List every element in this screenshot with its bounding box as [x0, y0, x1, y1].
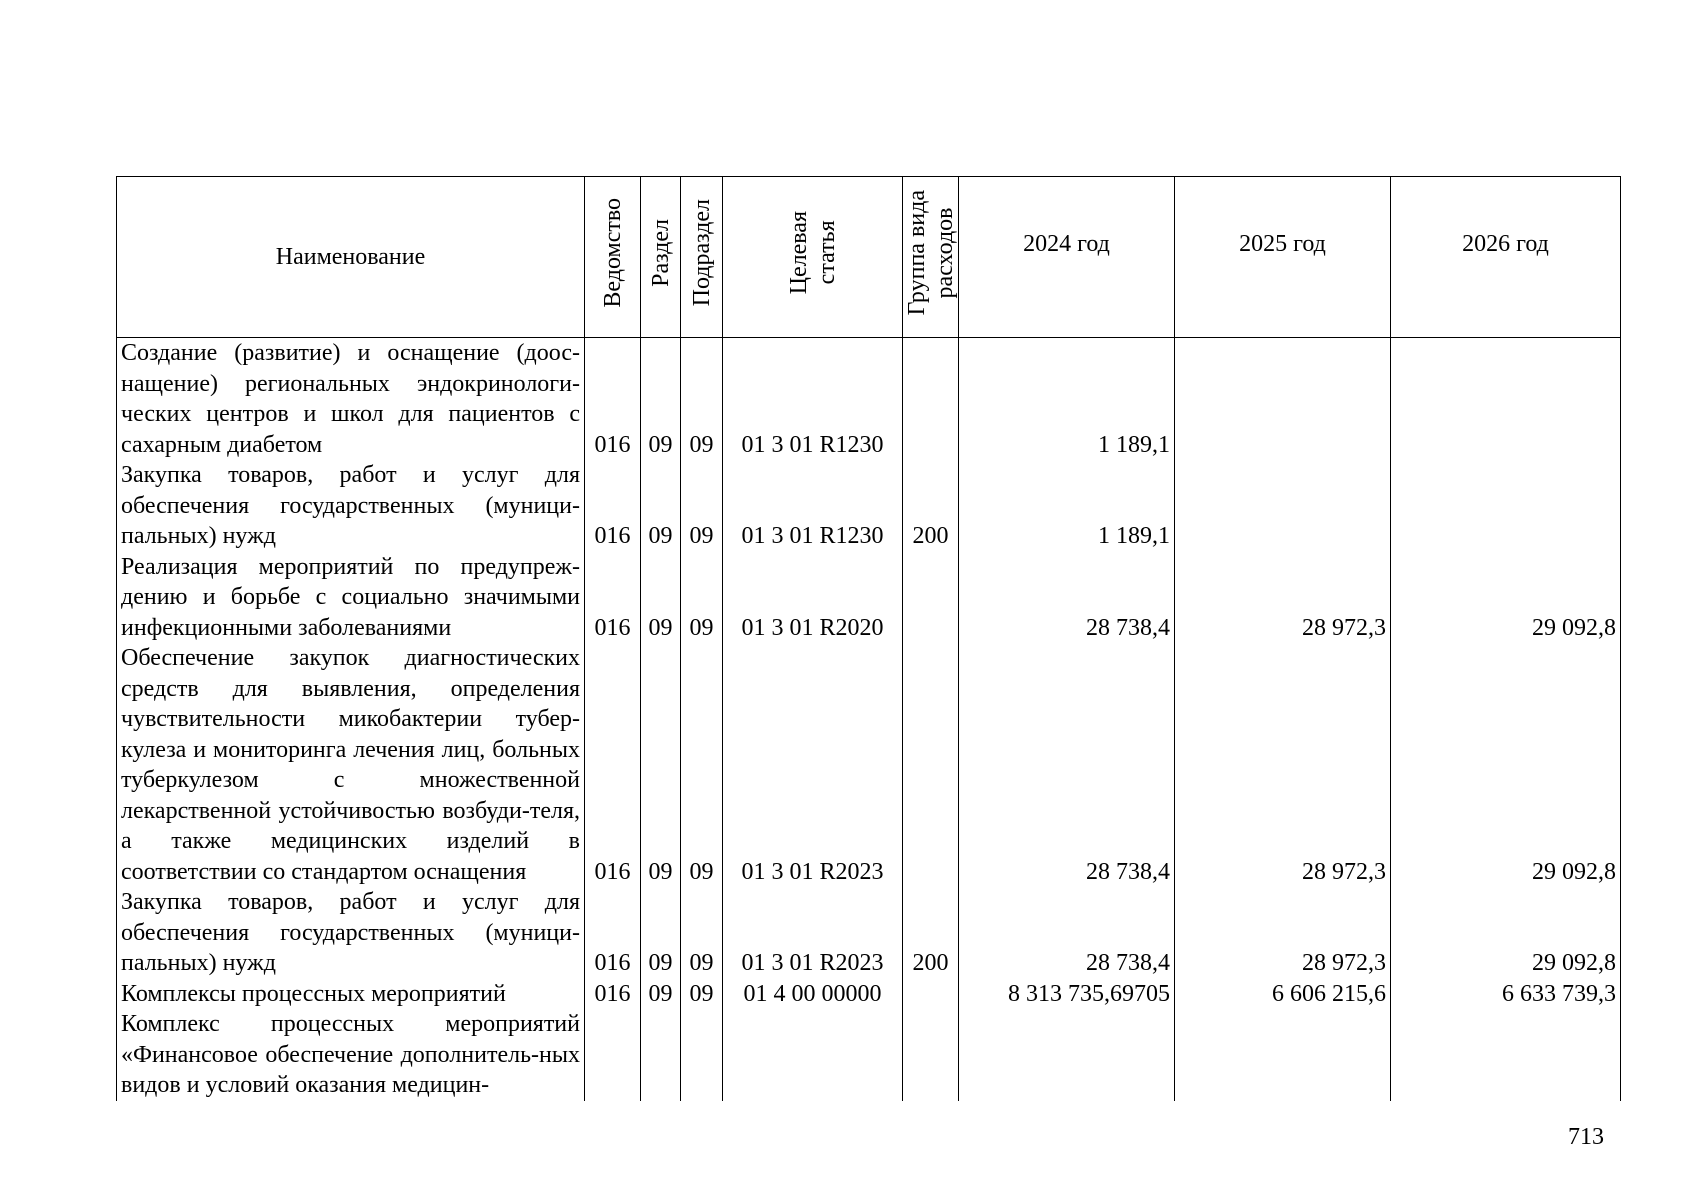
- table-row: [117, 1009, 1621, 1101]
- row-expense-group: [903, 643, 959, 887]
- row-name: Создание (развитие) и оснащение (доос-нащение) региональных эндокринологи-ческих центров и школ для пациентов с сахарным диабетом: [117, 338, 585, 461]
- row-expense-group: [903, 1009, 959, 1101]
- row-target-article: 01 3 01 R2023: [723, 643, 903, 887]
- page-number: 713: [1568, 1124, 1604, 1150]
- header-year-2025: 2025 год: [1175, 177, 1391, 338]
- row-section: 09: [641, 552, 681, 644]
- header-department: Ведомство: [585, 177, 641, 338]
- row-department: 016: [585, 887, 641, 979]
- row-section: [641, 1009, 681, 1101]
- header-section: Раздел: [641, 177, 681, 338]
- row-target-article: 01 3 01 R1230: [723, 460, 903, 552]
- row-subsection: 09: [681, 979, 723, 1010]
- header-target-article: Целевая статья: [723, 177, 903, 338]
- row-amount-2026: 29 092,8: [1391, 552, 1621, 644]
- row-target-article: 01 3 01 R2020: [723, 552, 903, 644]
- row-amount-2025: [1175, 338, 1391, 461]
- row-subsection: 09: [681, 338, 723, 461]
- row-name: Закупка товаров, работ и услуг для обеспечения государственных (муници-пальных) нужд: [117, 887, 585, 979]
- row-amount-2024: [959, 1009, 1175, 1101]
- row-department: 016: [585, 460, 641, 552]
- row-amount-2024: 8 313 735,69705: [959, 979, 1175, 1010]
- table-row: [117, 643, 1621, 887]
- table-row: [117, 552, 1621, 644]
- table-row: [117, 887, 1621, 979]
- row-amount-2024: 1 189,1: [959, 460, 1175, 552]
- row-amount-2025: 28 972,3: [1175, 887, 1391, 979]
- row-amount-2026: [1391, 460, 1621, 552]
- row-subsection: 09: [681, 643, 723, 887]
- row-amount-2025: 6 606 215,6: [1175, 979, 1391, 1010]
- budget-table: [116, 176, 1621, 1101]
- header-year-2024: 2024 год: [959, 177, 1175, 338]
- row-amount-2026: [1391, 1009, 1621, 1101]
- row-subsection: 09: [681, 887, 723, 979]
- row-target-article: [723, 1009, 903, 1101]
- row-amount-2024: 28 738,4: [959, 643, 1175, 887]
- row-name: Комплексы процессных мероприятий: [117, 979, 585, 1010]
- row-expense-group: 200: [903, 887, 959, 979]
- table-row: [117, 338, 1621, 461]
- table-row: [117, 979, 1621, 1010]
- row-name: Комплекс процессных мероприятий «Финансовое обеспечение дополнитель-ных видов и условий оказания медицин-: [117, 1009, 585, 1101]
- row-target-article: 01 4 00 00000: [723, 979, 903, 1010]
- row-amount-2026: 29 092,8: [1391, 887, 1621, 979]
- row-section: 09: [641, 460, 681, 552]
- row-department: 016: [585, 552, 641, 644]
- row-section: 09: [641, 643, 681, 887]
- row-name: Закупка товаров, работ и услуг для обеспечения государственных (муници-пальных) нужд: [117, 460, 585, 552]
- row-target-article: 01 3 01 R2023: [723, 887, 903, 979]
- row-name: Реализация мероприятий по предупреж-дению и борьбе с социально значимыми инфекционными заболеваниями: [117, 552, 585, 644]
- row-amount-2026: 6 633 739,3: [1391, 979, 1621, 1010]
- row-subsection: 09: [681, 460, 723, 552]
- row-expense-group: [903, 979, 959, 1010]
- row-name: Обеспечение закупок диагностических средств для выявления, определения чувствительности микобактерии тубер-кулеза и мониторинга лечения лиц, больных туберкулезом с множественной лекарственной устойчивостью возбуди-теля, а также медицинских изделий в соответствии со стандартом оснащения: [117, 643, 585, 887]
- row-section: 09: [641, 338, 681, 461]
- row-department: 016: [585, 643, 641, 887]
- row-amount-2026: 29 092,8: [1391, 643, 1621, 887]
- row-amount-2024: 1 189,1: [959, 338, 1175, 461]
- header-name: Наименование: [117, 177, 585, 338]
- table-header-row: [117, 177, 1621, 338]
- row-amount-2025: [1175, 460, 1391, 552]
- row-expense-group: [903, 338, 959, 461]
- header-expense-group: Группа вида расходов: [903, 177, 959, 338]
- row-amount-2026: [1391, 338, 1621, 461]
- row-section: 09: [641, 979, 681, 1010]
- row-expense-group: 200: [903, 460, 959, 552]
- row-section: 09: [641, 887, 681, 979]
- row-subsection: 09: [681, 552, 723, 644]
- row-amount-2024: 28 738,4: [959, 552, 1175, 644]
- row-subsection: [681, 1009, 723, 1101]
- header-year-2026: 2026 год: [1391, 177, 1621, 338]
- row-amount-2025: 28 972,3: [1175, 643, 1391, 887]
- row-amount-2025: [1175, 1009, 1391, 1101]
- row-expense-group: [903, 552, 959, 644]
- row-amount-2024: 28 738,4: [959, 887, 1175, 979]
- row-department: 016: [585, 338, 641, 461]
- row-amount-2025: 28 972,3: [1175, 552, 1391, 644]
- row-department: [585, 1009, 641, 1101]
- row-target-article: 01 3 01 R1230: [723, 338, 903, 461]
- table-row: [117, 460, 1621, 552]
- header-subsection: Подраздел: [681, 177, 723, 338]
- row-department: 016: [585, 979, 641, 1010]
